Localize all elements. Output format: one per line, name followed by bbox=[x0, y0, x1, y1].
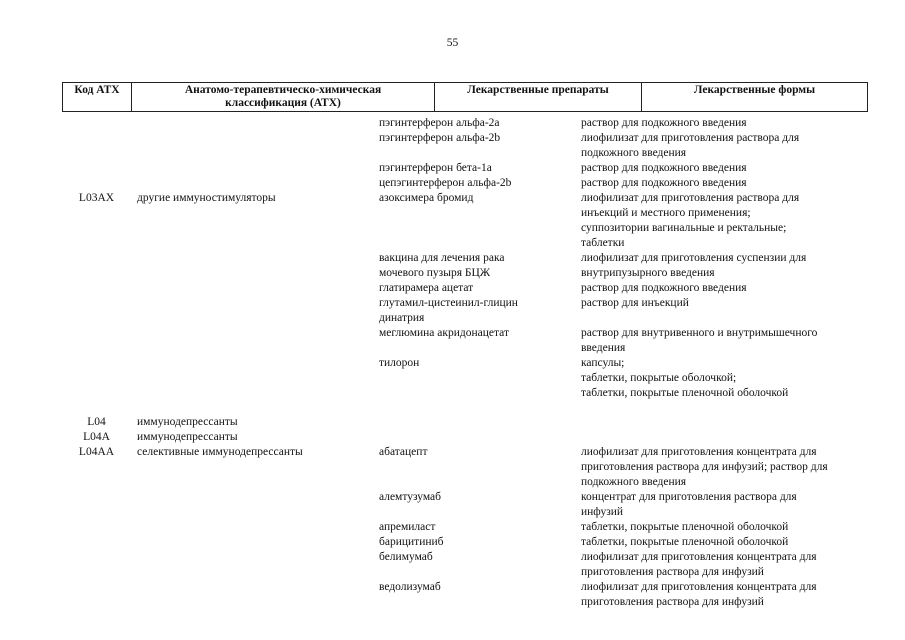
form-cell: инъекций и местного применения; bbox=[581, 207, 751, 219]
table-row bbox=[62, 535, 868, 550]
form-cell: приготовления раствора для инфузий bbox=[581, 566, 764, 578]
header-classification-line1: Анатомо-терапевтическо-химическая bbox=[184, 84, 382, 96]
table-row bbox=[62, 281, 868, 296]
table-row bbox=[62, 206, 868, 221]
header-classification bbox=[132, 83, 435, 111]
table-row bbox=[62, 595, 868, 610]
table-row bbox=[62, 311, 868, 326]
drug-cell: цепэгинтерферон альфа-2b bbox=[379, 177, 512, 189]
code-cell: L04AA bbox=[78, 446, 115, 458]
drug-cell: абатацепт bbox=[379, 446, 428, 458]
drug-cell: пэгинтерферон бета-1a bbox=[379, 162, 492, 174]
table-row bbox=[62, 146, 868, 161]
form-cell: суппозитории вагинальные и ректальные; bbox=[581, 222, 787, 234]
drug-cell: вакцина для лечения рака bbox=[379, 252, 505, 264]
table-row bbox=[62, 131, 868, 146]
classification-cell: другие иммуностимуляторы bbox=[137, 192, 276, 204]
table-row bbox=[62, 371, 868, 386]
form-cell: лиофилизат для приготовления раствора для bbox=[581, 132, 800, 144]
table-row bbox=[62, 251, 868, 266]
drug-cell: мочевого пузыря БЦЖ bbox=[379, 267, 491, 279]
table-row bbox=[62, 415, 868, 430]
form-cell: таблетки, покрытые пленочной оболочкой bbox=[581, 536, 789, 548]
code-cell: L04 bbox=[87, 416, 106, 428]
form-cell: раствор для подкожного введения bbox=[581, 177, 747, 189]
table-row bbox=[62, 236, 868, 251]
table-row bbox=[62, 550, 868, 565]
table-row bbox=[62, 520, 868, 535]
table-row bbox=[62, 221, 868, 236]
form-cell: таблетки, покрытые пленочной оболочкой bbox=[581, 387, 789, 399]
code-cell: L04A bbox=[83, 431, 110, 443]
table-row bbox=[62, 266, 868, 281]
classification-cell: селективные иммунодепрессанты bbox=[137, 446, 303, 458]
header-forms: Лекарственные формы bbox=[693, 84, 816, 96]
drug-cell: пэгинтерферон альфа-2b bbox=[379, 132, 501, 144]
table-row bbox=[62, 580, 868, 595]
form-cell: концентрат для приготовления раствора для bbox=[581, 491, 797, 503]
drug-cell: алемтузумаб bbox=[379, 491, 442, 503]
drug-cell: ведолизумаб bbox=[379, 581, 441, 593]
drug-cell: азоксимера бромид bbox=[379, 192, 474, 204]
classification-cell: иммунодепрессанты bbox=[137, 416, 238, 428]
form-cell: таблетки, покрытые оболочкой; bbox=[581, 372, 737, 384]
table-row bbox=[62, 565, 868, 580]
table-row bbox=[62, 356, 868, 371]
page-number: 55 bbox=[446, 37, 459, 49]
table-row bbox=[62, 490, 868, 505]
header-classification-line2: классификация (АТХ) bbox=[225, 97, 341, 109]
form-cell: капсулы; bbox=[581, 357, 625, 369]
code-cell: L03AX bbox=[78, 192, 115, 204]
table-row bbox=[62, 116, 868, 131]
drug-cell: динатрия bbox=[379, 312, 425, 324]
form-cell: внутрипузырного введения bbox=[581, 267, 715, 279]
table-row bbox=[62, 386, 868, 401]
drug-cell: пэгинтерферон альфа-2a bbox=[379, 117, 500, 129]
form-cell: раствор для инъекций bbox=[581, 297, 689, 309]
form-cell: приготовления раствора для инфузий bbox=[581, 596, 764, 608]
table-row bbox=[62, 296, 868, 311]
form-cell: таблетки, покрытые пленочной оболочкой bbox=[581, 521, 789, 533]
form-cell: раствор для подкожного введения bbox=[581, 162, 747, 174]
drug-cell: глутамил-цистеинил-глицин bbox=[379, 297, 518, 309]
table-row bbox=[62, 430, 868, 445]
form-cell: введения bbox=[581, 342, 626, 354]
form-cell: инфузий bbox=[581, 506, 624, 518]
drug-cell: меглюмина акридонацетат bbox=[379, 327, 509, 339]
table-row bbox=[62, 505, 868, 520]
table-row bbox=[62, 475, 868, 490]
table-row bbox=[62, 191, 868, 206]
form-cell: лиофилизат для приготовления концентрата для bbox=[581, 581, 817, 593]
form-cell: таблетки bbox=[581, 237, 625, 249]
header-code: Код АТХ bbox=[63, 83, 132, 111]
form-cell: раствор для подкожного введения bbox=[581, 117, 747, 129]
drug-cell: белимумаб bbox=[379, 551, 433, 563]
drug-cell: барицитиниб bbox=[379, 536, 444, 548]
form-cell: лиофилизат для приготовления концентрата для bbox=[581, 446, 817, 458]
form-cell: приготовления раствора для инфузий; раствор для bbox=[581, 461, 828, 473]
form-cell: подкожного введения bbox=[581, 476, 687, 488]
table-row bbox=[62, 460, 868, 475]
table-header bbox=[62, 82, 868, 112]
classification-cell: иммунодепрессанты bbox=[137, 431, 238, 443]
form-cell: подкожного введения bbox=[581, 147, 687, 159]
table-row bbox=[62, 326, 868, 341]
drug-cell: тилорон bbox=[379, 357, 420, 369]
table-row bbox=[62, 161, 868, 176]
form-cell: раствор для внутривенного и внутримышечного bbox=[581, 327, 818, 339]
form-cell: раствор для подкожного введения bbox=[581, 282, 747, 294]
table-row bbox=[62, 341, 868, 356]
drug-cell: апремиласт bbox=[379, 521, 436, 533]
table-row bbox=[62, 445, 868, 460]
form-cell: лиофилизат для приготовления концентрата для bbox=[581, 551, 817, 563]
drug-cell: глатирамера ацетат bbox=[379, 282, 474, 294]
table-row bbox=[62, 176, 868, 191]
form-cell: лиофилизат для приготовления суспензии для bbox=[581, 252, 807, 264]
form-cell: лиофилизат для приготовления раствора для bbox=[581, 192, 800, 204]
header-drugs: Лекарственные препараты bbox=[435, 83, 642, 111]
